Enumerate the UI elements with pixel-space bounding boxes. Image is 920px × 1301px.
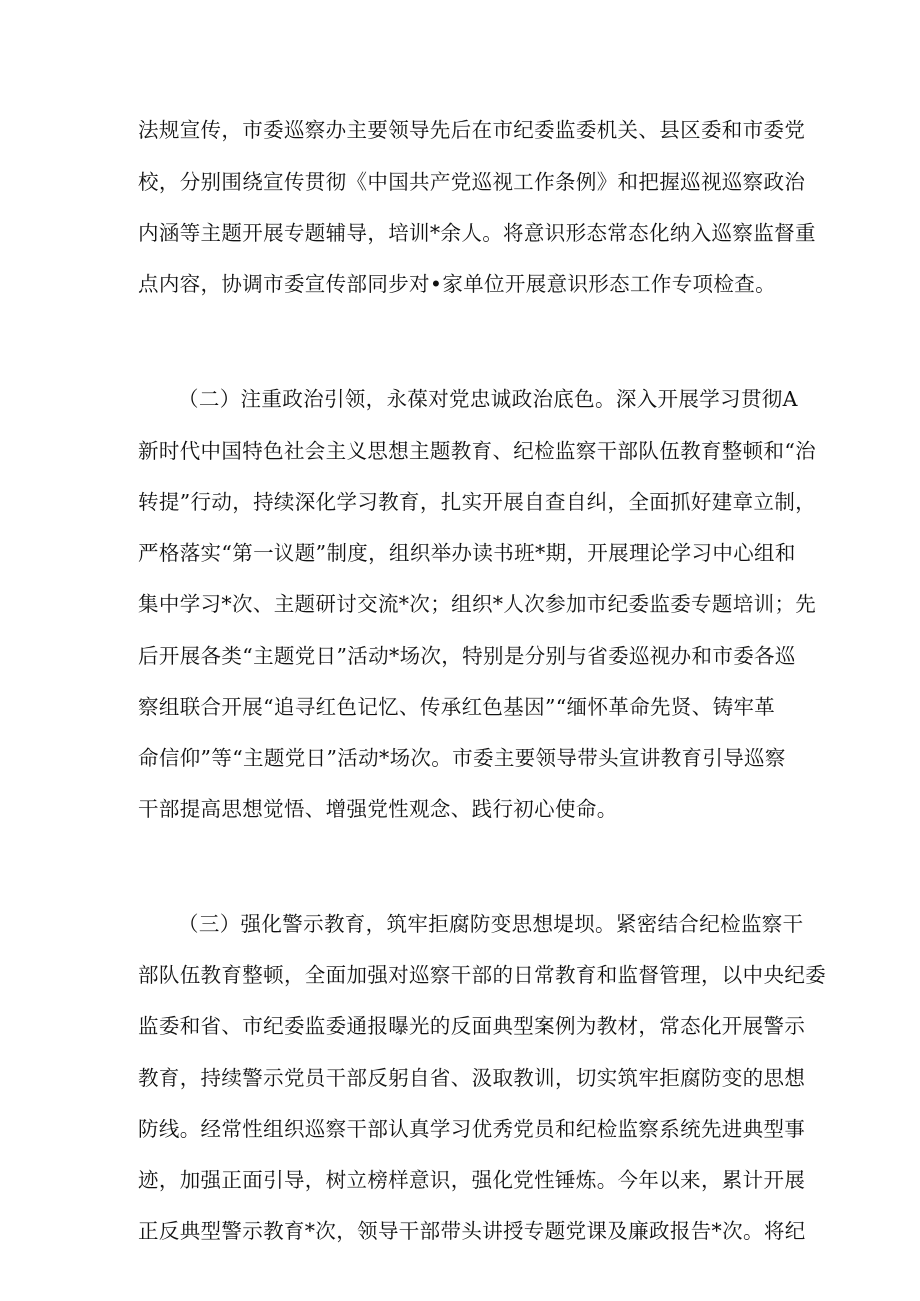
paragraph-2-line-1: （二）注重政治引领，永葆对党忠诚政治底色。深入开展学习贯彻A [178,387,798,411]
paragraph-2-line-4: 严格落实“第一议题”制度，组织举办读书班*期，开展理论学习中心组和 [138,541,796,565]
paragraph-3-line-3: 监委和省、市纪委监委通报曝光的反面典型案例为教材，常态化开展警示 [138,1014,806,1038]
paragraph-2-line-6: 后开展各类“主题党日”活动*场次，特别是分别与省委巡视办和市委各巡 [138,644,796,668]
paragraph-2-line-8: 命信仰”等“主题党日”活动*场次。市委主要领导带头宣讲教育引导巡察 [138,746,786,770]
paragraph-1-line-1: 法规宣传，市委巡察办主要领导先后在市纪委监委机关、县区委和市委党 [138,118,806,142]
paragraph-3-line-2: 部队伍教育整顿，全面加强对巡察干部的日常教育和监督管理，以中央纪委 [138,963,827,987]
paragraph-3-line-5: 防线。经常性组织巡察干部认真学习优秀党员和纪检监察系统先进典型事 [138,1117,806,1141]
paragraph-1-line-2: 校，分别围绕宣传贯彻《中国共产党巡视工作条例》和把握巡视巡察政治 [138,170,806,194]
paragraph-3-line-1: （三）强化警示教育，筑牢拒腐防变思想堤坝。紧密结合纪检监察干 [178,912,804,936]
paragraph-3-line-7: 正反典型警示教育*次，领导干部带头讲授专题党课及廉政报告*次。将纪 [138,1219,806,1243]
paragraph-1-line-4: 点内容，协调市委宣传部同步对•家单位开展意识形态工作专项检查。 [138,272,776,296]
paragraph-2-line-5: 集中学习*次、主题研讨交流*次；组织*人次参加市纪委监委专题培训；先 [138,592,817,616]
paragraph-2-line-9: 干部提高思想觉悟、增强党性观念、践行初心使命。 [138,797,618,821]
paragraph-1-line-3: 内涵等主题开展专题辅导，培训*余人。将意识形态常态化纳入巡察监督重 [138,221,816,245]
paragraph-2-line-3: 转提”行动，持续深化学习教育，扎实开展自查自纠，全面抓好建章立制， [138,490,817,514]
paragraph-2-line-2: 新时代中国特色社会主义思想主题教育、纪检监察干部队伍教育整顿和“治 [138,439,817,463]
paragraph-3-line-4: 教育，持续警示党员干部反躬自省、汲取教训，切实筑牢拒腐防变的思想 [138,1066,806,1090]
paragraph-2-line-7: 察组联合开展“追寻红色记忆、传承红色基因”“缅怀革命先贤、铸牢革 [138,695,776,719]
paragraph-3-line-6: 迹，加强正面引导，树立榜样意识，强化党性锤炼。今年以来，累计开展 [138,1168,806,1192]
